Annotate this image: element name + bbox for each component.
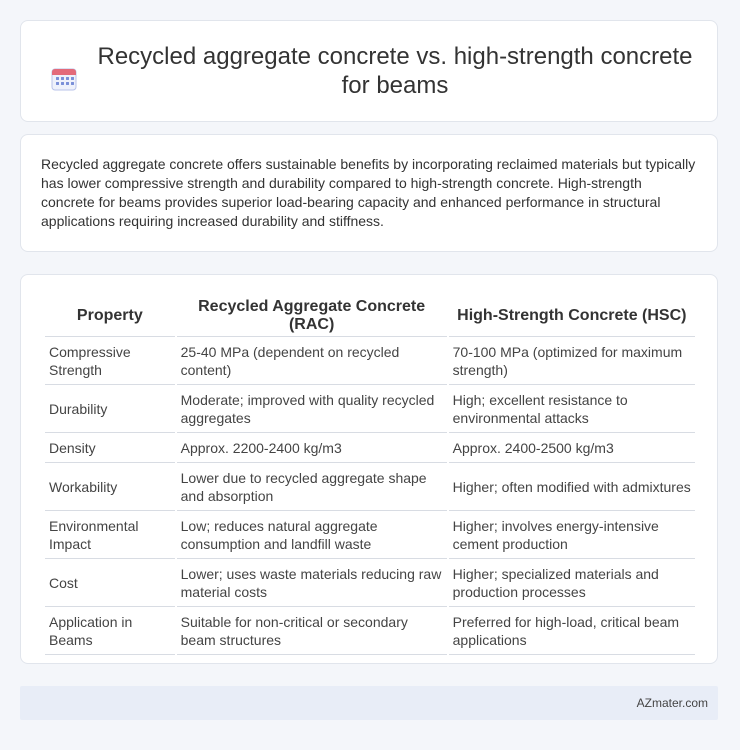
column-header-hsc: High-Strength Concrete (HSC) xyxy=(449,295,695,337)
hsc-cell: Preferred for high-load, critical beam applications xyxy=(449,607,695,655)
rac-cell: Moderate; improved with quality recycled aggregates xyxy=(177,385,447,433)
rac-cell: Approx. 2200-2400 kg/m3 xyxy=(177,433,447,463)
hsc-cell: Higher; involves energy-intensive cement production xyxy=(449,511,695,559)
summary-card xyxy=(20,134,718,252)
table-row xyxy=(45,607,695,655)
rac-cell: 25-40 MPa (dependent on recycled content) xyxy=(177,337,447,385)
rac-cell: Lower due to recycled aggregate shape and absorption xyxy=(177,463,447,511)
hsc-cell: 70-100 MPa (optimized for maximum strength) xyxy=(449,337,695,385)
table-row xyxy=(45,559,695,607)
table-row xyxy=(45,337,695,385)
property-cell: Environmental Impact xyxy=(45,511,175,559)
page-title: Recycled aggregate concrete vs. high-strength concrete for beams xyxy=(97,43,693,99)
property-cell: Cost xyxy=(45,559,175,607)
footer xyxy=(20,686,718,720)
title-wrap xyxy=(39,42,699,100)
column-header-rac: Recycled Aggregate Concrete (RAC) xyxy=(177,295,447,337)
comparison-table-card xyxy=(20,274,718,664)
rac-cell: Lower; uses waste materials reducing raw material costs xyxy=(177,559,447,607)
calendar-icon xyxy=(51,66,77,92)
property-cell: Durability xyxy=(45,385,175,433)
hsc-cell: High; excellent resistance to environmental attacks xyxy=(449,385,695,433)
property-cell: Workability xyxy=(45,463,175,511)
property-cell: Application in Beams xyxy=(45,607,175,655)
table-row xyxy=(45,511,695,559)
column-header-property: Property xyxy=(45,295,175,337)
footer-brand[interactable]: AZmater.com xyxy=(636,696,708,710)
property-cell: Compressive Strength xyxy=(45,337,175,385)
property-cell: Density xyxy=(45,433,175,463)
table-row xyxy=(45,433,695,463)
hsc-cell: Approx. 2400-2500 kg/m3 xyxy=(449,433,695,463)
hsc-cell: Higher; specialized materials and production processes xyxy=(449,559,695,607)
title-card xyxy=(20,20,718,122)
hsc-cell: Higher; often modified with admixtures xyxy=(449,463,695,511)
summary-text: Recycled aggregate concrete offers sustainable benefits by incorporating reclaimed materials but typically has lower compressive strength and durability compared to high-strength concrete. High-strength concrete for beams provides superior load-bearing capacity and enhanced performance in structural applications requiring increased durability and stiffness. xyxy=(41,156,696,229)
table-row xyxy=(45,385,695,433)
rac-cell: Low; reduces natural aggregate consumption and landfill waste xyxy=(177,511,447,559)
comparison-table xyxy=(43,295,697,655)
rac-cell: Suitable for non-critical or secondary beam structures xyxy=(177,607,447,655)
table-header-row xyxy=(45,295,695,337)
table-row xyxy=(45,463,695,511)
